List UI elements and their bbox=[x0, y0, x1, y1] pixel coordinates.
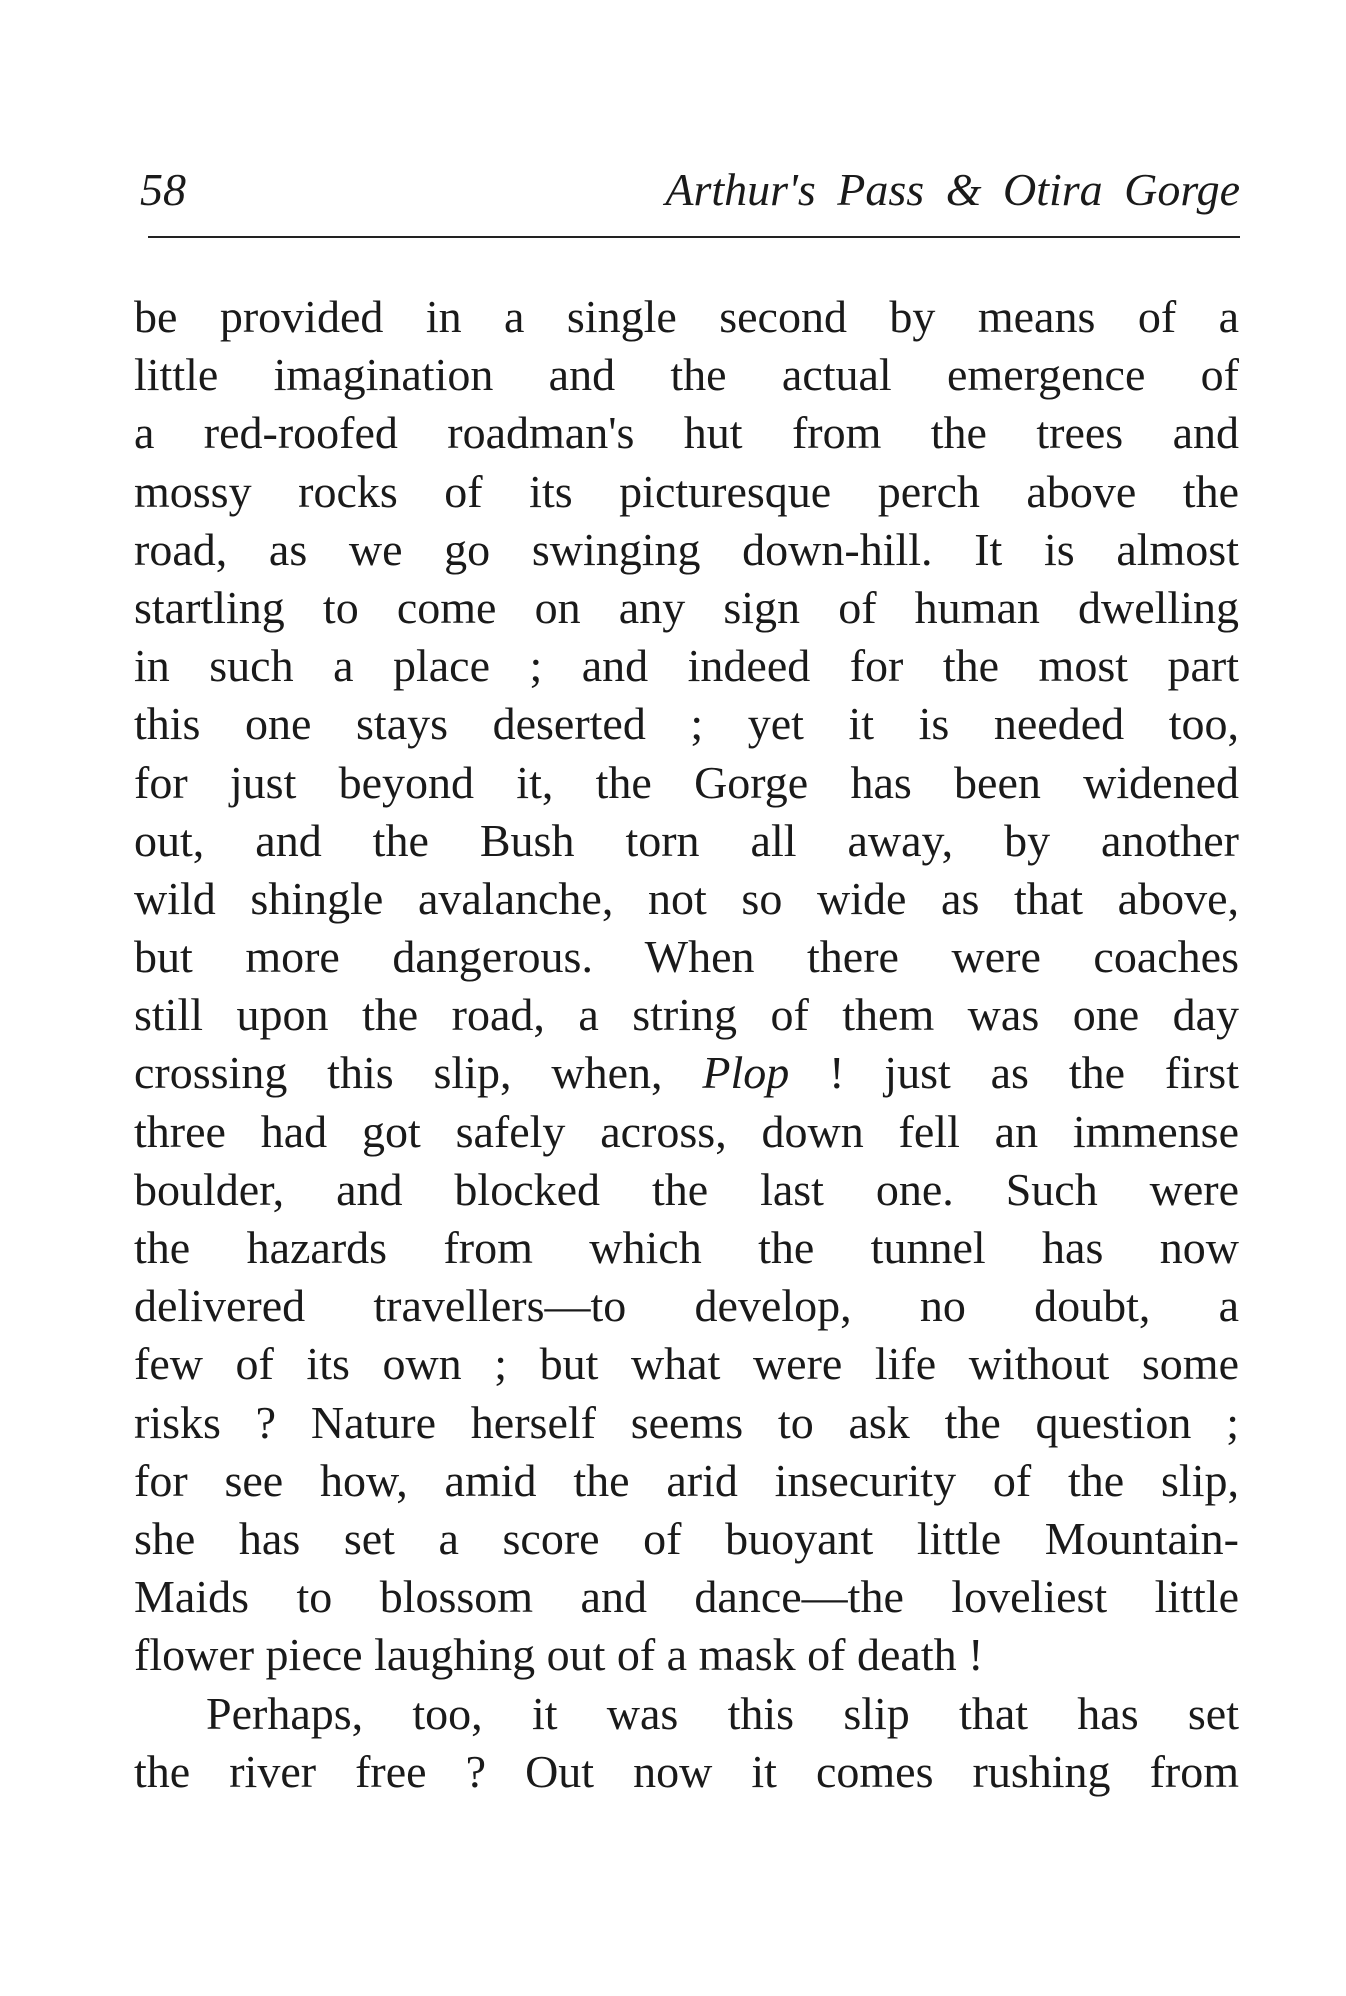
text-line: the river free ? Out now it comes rushing from bbox=[134, 1745, 1239, 1797]
text-segment: crossing this slip, when, bbox=[134, 1047, 703, 1099]
text-line: this one stays deserted ; yet it is needed too, bbox=[134, 698, 1239, 750]
text-line: be provided in a single second by means of a bbox=[134, 291, 1239, 342]
text-line: but more dangerous. When there were coaches bbox=[134, 931, 1239, 983]
text-line: road, as we go swinging down-hill. It is almost bbox=[134, 523, 1239, 575]
body-text bbox=[134, 288, 1239, 1801]
text-line: Maids to blossom and dance—the loveliest little bbox=[134, 1571, 1239, 1623]
text-line: wild shingle avalanche, not so wide as that above, bbox=[134, 872, 1239, 924]
running-title: Arthur's Pass & Otira Gorge bbox=[665, 164, 1240, 215]
text-line: few of its own ; but what were life without some bbox=[134, 1338, 1239, 1390]
text-segment: ! just as the first bbox=[789, 1047, 1239, 1099]
text-line: boulder, and blocked the last one. Such were bbox=[134, 1163, 1239, 1215]
text-line: for just beyond it, the Gorge has been widened bbox=[134, 756, 1239, 808]
header-rule bbox=[148, 236, 1240, 238]
text-line: for see how, amid the arid insecurity of the slip, bbox=[134, 1454, 1239, 1506]
text-line-with-italic bbox=[134, 1044, 1239, 1102]
italic-word: Plop bbox=[702, 1047, 790, 1099]
text-line: three had got safely across, down fell an immense bbox=[134, 1105, 1239, 1157]
text-line: mossy rocks of its picturesque perch above the bbox=[134, 465, 1239, 517]
text-line: a red-roofed roadman's hut from the trees and bbox=[134, 407, 1239, 459]
page-number: 58 bbox=[140, 164, 186, 215]
text-line: in such a place ; and indeed for the most part bbox=[134, 640, 1239, 692]
text-line: little imagination and the actual emergence of bbox=[134, 349, 1239, 401]
paragraph-start-line: Perhaps, too, it was this slip that has set bbox=[206, 1687, 1239, 1739]
page-header bbox=[140, 160, 1240, 230]
text-line: risks ? Nature herself seems to ask the question ; bbox=[134, 1396, 1239, 1448]
text-line: the hazards from which the tunnel has now bbox=[134, 1222, 1239, 1273]
text-line: flower piece laughing out of a mask of death ! bbox=[134, 1629, 984, 1681]
text-line: still upon the road, a string of them was one day bbox=[134, 989, 1239, 1041]
text-line: delivered travellers—to develop, no doubt, a bbox=[134, 1280, 1239, 1332]
text-line: startling to come on any sign of human dwelling bbox=[134, 581, 1239, 633]
text-line: out, and the Bush torn all away, by another bbox=[134, 814, 1239, 866]
text-line: she has set a score of buoyant little Mountain- bbox=[134, 1512, 1239, 1564]
